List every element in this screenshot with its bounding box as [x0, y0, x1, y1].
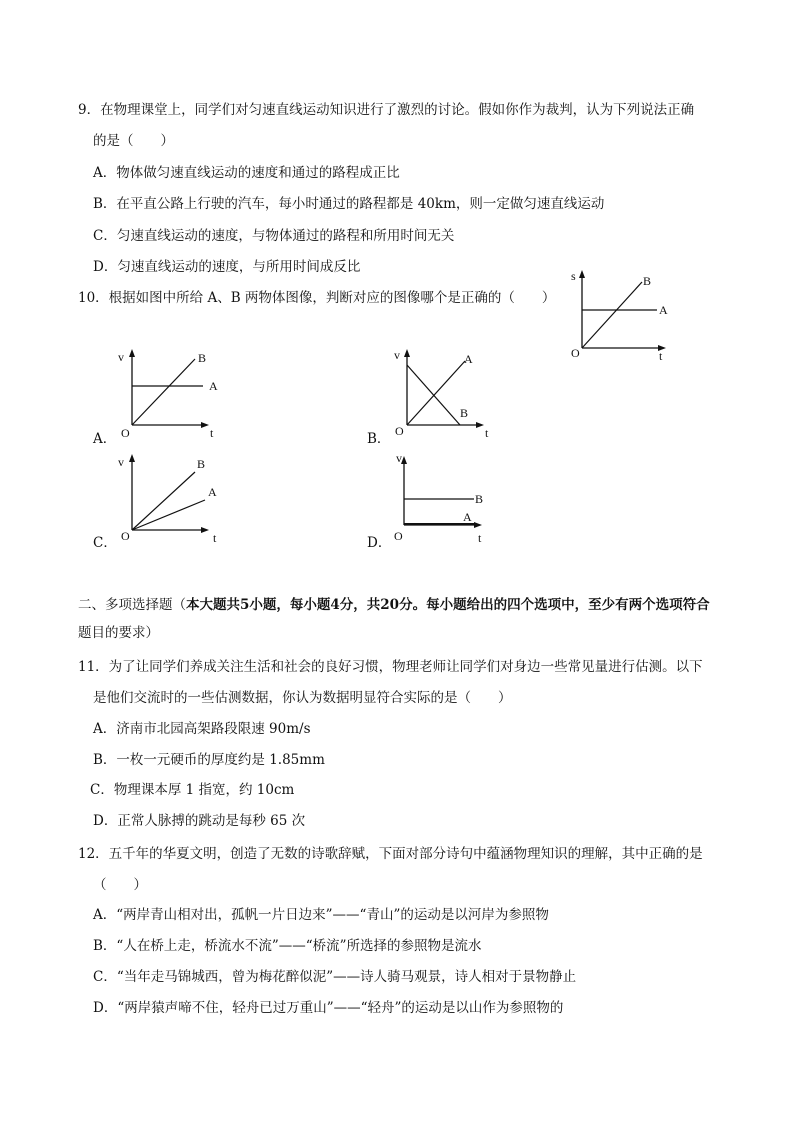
- q10-graph-d-x-label: t: [478, 531, 482, 545]
- q9-option-b: B．在平直公路上行驶的汽车，每小时通过的路程都是 40km，则一定做匀速直线运动: [93, 196, 605, 212]
- q10-given-x-label: t: [659, 349, 663, 363]
- q12-option-b: B．“人在桥上走，桥流水不流”——“桥流”所选择的参照物是流水: [93, 938, 482, 954]
- q9-option-c: C．匀速直线运动的速度，与物体通过的路程和所用时间无关: [93, 228, 455, 244]
- q11-option-d: D．正常人脉搏的跳动是每秒 65 次: [93, 813, 306, 829]
- q10-graph-d-letter: D．: [367, 535, 392, 551]
- q12-stem-line2: （ ）: [93, 877, 147, 893]
- q10-graph-c-x-label: t: [213, 531, 217, 545]
- q10-graph-b: [390, 345, 500, 440]
- q12-stem-line1: 12．五千年的华夏文明，创造了无数的诗歌辞赋，下面对部分诗句中蕴涵物理知识的理解，其中正确的是: [78, 846, 703, 862]
- q10-graph-d-label-a: A: [463, 510, 472, 524]
- q10-graph-b-y-label: v: [394, 348, 400, 362]
- q10-graph-c-label-b: B: [197, 457, 206, 471]
- q11-stem-line2: 是他们交流时的一些估测数据，你认为数据明显符合实际的是（ ）: [93, 690, 512, 706]
- q11-option-c: C．物理课本厚 1 指宽，约 10cm: [90, 782, 295, 798]
- q10-graph-b-origin: O: [395, 424, 404, 438]
- q11-option-b: B．一枚一元硬币的厚度约是 1.85mm: [93, 752, 325, 768]
- q10-graph-c: [115, 450, 225, 545]
- q10-graph-c-origin: O: [121, 529, 130, 543]
- section2-header-line2: 题目的要求）: [78, 625, 159, 641]
- q9-option-a: A．物体做匀速直线运动的速度和通过的路程成正比: [93, 165, 400, 181]
- q10-graph-a-x-label: t: [210, 426, 214, 440]
- q10-graph-b-label-b: B: [460, 406, 469, 420]
- section2-header-line1: [78, 596, 710, 614]
- q10-given-label-b: B: [643, 274, 652, 288]
- q11-option-a: A．济南市北园高架路段限速 90m/s: [93, 721, 311, 737]
- q9-stem-line1: 9．在物理课堂上，同学们对匀速直线运动知识进行了激烈的讨论。假如你作为裁判，认为下列说法正确: [78, 102, 695, 118]
- q10-graph-d: [390, 450, 500, 545]
- q10-graph-a-label-a: A: [209, 379, 218, 393]
- q10-graph-a-origin: O: [121, 426, 130, 440]
- q10-graph-a-letter: A．: [93, 431, 117, 447]
- q10-graph-a-label-b: B: [198, 351, 207, 365]
- q10-given-label-a: A: [659, 303, 668, 317]
- q9-option-d: D．匀速直线运动的速度，与所用时间成反比: [93, 259, 361, 275]
- q12-option-d: D．“两岸猿声啼不住，轻舟已过万重山”——“轻舟”的运动是以山作为参照物的: [93, 1000, 564, 1016]
- q10-graph-b-letter: B．: [367, 431, 391, 447]
- q9-stem-line2: 的是（ ）: [93, 133, 174, 149]
- q12-option-a: A．“两岸青山相对出，孤帆一片日边来”——“青山”的运动是以河岸为参照物: [93, 907, 549, 923]
- q11-stem-line1: 11．为了让同学们养成关注生活和社会的良好习惯，物理老师让同学们对身边一些常见量进行估测。以下: [78, 659, 703, 675]
- q10-stem: 10．根据如图中所给 A、B 两物体图像，判断对应的图像哪个是正确的（ ）: [78, 290, 556, 306]
- q10-graph-a-y-label: v: [118, 350, 124, 364]
- q10-graph-c-letter: C．: [93, 535, 117, 551]
- q10-given-graph: [562, 268, 682, 368]
- q10-given-origin: O: [571, 346, 580, 360]
- q10-graph-d-origin: O: [394, 529, 403, 543]
- section2-bold-text: 本大题共5小题，每小题4分，共20分。每小题给出的四个选项中，至少有两个选项符合: [186, 597, 710, 613]
- q10-graph-c-y-label: v: [118, 455, 124, 469]
- q12-option-c: C．“当年走马锦城西，曾为梅花醉似泥”——诗人骑马观景，诗人相对于景物静止: [93, 969, 577, 985]
- q10-graph-b-x-label: t: [485, 426, 489, 440]
- q10-graph-a: [115, 345, 225, 440]
- section2-prefix: 二、多项选择题（: [78, 597, 186, 613]
- q10-graph-d-y-label: v: [396, 451, 402, 465]
- q10-graph-c-label-a: A: [208, 485, 217, 499]
- q10-given-y-label: s: [571, 269, 576, 283]
- q10-graph-d-label-b: B: [475, 492, 484, 506]
- q10-graph-b-label-a: A: [464, 352, 473, 366]
